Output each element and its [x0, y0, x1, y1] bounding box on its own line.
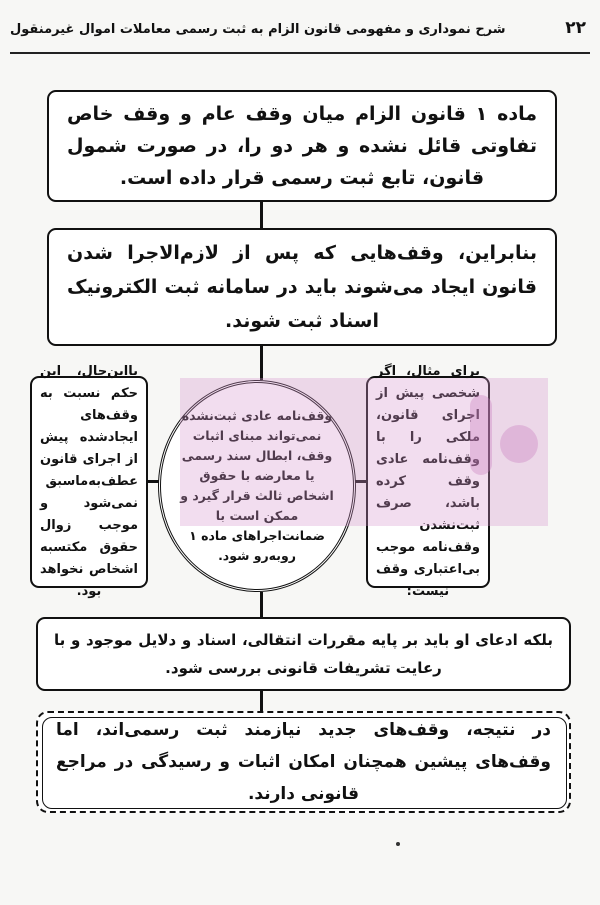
flow-oval-unregistered-deed [158, 380, 356, 592]
flow-box-example-text: برای مثال، اگر شخصی پیش از اجرای قانون، ملکی را با وقف‌نامه عادی وقف کرده باشد، صرف ثبت‌نشدن وقف‌نامه موجب بی‌اعتباری وقف نیست؛ [376, 364, 480, 599]
page-number: ۲۲ [565, 18, 586, 38]
flow-box-example [366, 364, 490, 599]
flow-box-conclusion [36, 711, 571, 813]
page-dot [396, 842, 400, 846]
connector-3-4 [260, 691, 263, 711]
connector-1-2 [260, 202, 263, 228]
watermark-logo-shape [500, 425, 538, 463]
flow-box-article-1-text: ماده ۱ قانون الزام میان وقف عام و وقف خاص تفاوتی قائل نشده و هر دو را، در صورت شمول قانون، تابع ثبت رسمی قرار داده است. [67, 103, 537, 189]
flow-box-non-retroactivity [30, 364, 148, 599]
flow-box-conclusion-text: در نتیجه، وقف‌های جدید نیازمند ثبت رسمی‌اند، اما وقف‌های پیشین همچنان امکان اثبات و رسیدگی در مراجع قانونی دارند. [56, 720, 551, 804]
flow-box-claim-review-text: بلکه ادعای او باید بر پایه مقررات انتقالی، اسناد و دلایل موجود و با رعایت تشریفات قانونی بررسی شود. [54, 631, 553, 677]
page-header [10, 14, 590, 54]
running-title: شرح نموداری و مفهومی قانون الزام به ثبت رسمی معاملات اموال غیرمنقول [10, 22, 506, 37]
flow-box-claim-review [36, 617, 571, 691]
flow-box-non-retroactivity-text: با‌این‌حال، این حکم نسبت به وقف‌های ایجادشده پیش از اجرای قانون عطف‌به‌ماسبق نمی‌شود و موجب زوال حقوق مکتسبه اشخاص نخواهد بود. [40, 364, 138, 599]
flow-box-registration-text: بنابراین، وقف‌هایی که پس از لازم‌الاجرا شدن قانون ایجاد می‌شوند باید در سامانه ثبت الکترونیک اسناد ثبت شوند. [67, 242, 537, 332]
flow-oval-text: وقف‌نامه عادی ثبت‌نشده نمی‌تواند مبنای اثبات وقف، ابطال سند رسمی یا معارضه با حقوق اشخاص ثالث قرار گیرد و ممکن است با ضمانت‌اجراهای ماده ۱ روبه‌رو شود. [180, 408, 334, 563]
flow-box-article-1 [47, 90, 557, 202]
flow-box-registration-requirement [47, 228, 557, 346]
connector-mid-3 [260, 592, 263, 617]
connector-2-mid [260, 346, 263, 380]
